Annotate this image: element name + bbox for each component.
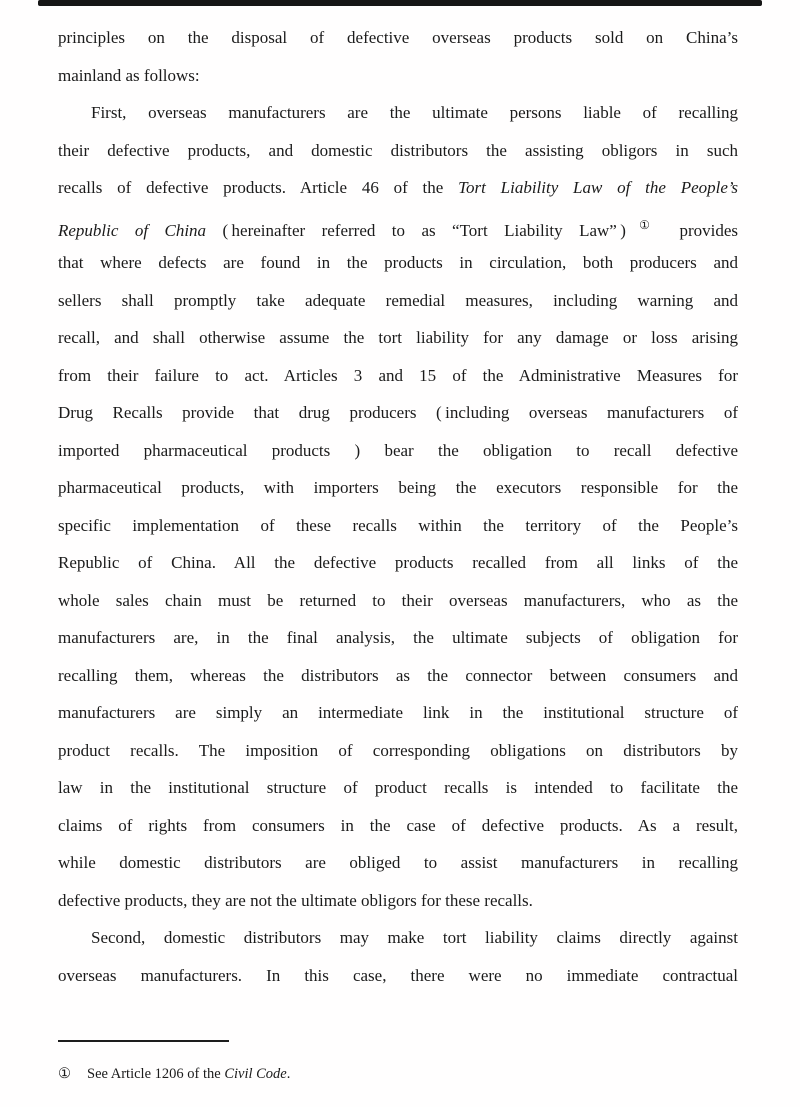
text-segment: specific implementation of these recalls within the territory of the People’s	[58, 515, 738, 535]
text-segment: recalls of defective products. Article 46 of the	[58, 178, 459, 197]
body-line-7	[58, 244, 738, 282]
body-line-12	[58, 432, 738, 470]
body-line-13	[58, 469, 738, 507]
body-line-4	[58, 132, 738, 170]
text-segment: recall, and shall otherwise assume the tort liability for any damage or loss arising	[58, 328, 738, 347]
text-segment: Republic of China. All the defective products recalled from all links of the	[58, 553, 738, 572]
italic-text-segment: Tort Liability Law of the People’s	[458, 178, 738, 197]
text-segment: Second, domestic distributors may make tort liability claims directly against	[91, 928, 738, 947]
text-segment: their defective products, and domestic distributors the assisting obligors in such	[58, 140, 738, 160]
body-line-10	[58, 357, 738, 395]
text-segment: mainland as follows:	[58, 65, 200, 85]
footnote-marker: ①	[58, 1066, 71, 1082]
body-line-21	[58, 769, 738, 807]
body-line-5	[58, 169, 738, 207]
text-segment: imported pharmaceutical products ) bear the obligation to recall defective	[58, 440, 738, 460]
body-line-18	[58, 657, 738, 695]
text-segment: principles on the disposal of defective overseas products sold on China’s	[58, 28, 738, 47]
text-segment: manufacturers are, in the final analysis, the ultimate subjects of obligation for	[58, 628, 738, 647]
body-line-17	[58, 619, 738, 657]
text-segment: ( hereinafter referred to as “Tort Liability Law” )	[206, 220, 626, 240]
body-line-23	[58, 844, 738, 882]
body-line-8	[58, 282, 738, 320]
body-line-16	[58, 582, 738, 620]
text-segment: provides	[663, 220, 738, 240]
text-segment: See Article 1206 of the	[87, 1066, 225, 1082]
body-line-15	[58, 544, 738, 582]
body-line-25	[58, 919, 738, 957]
text-segment: law in the institutional structure of product recalls is intended to facilitate the	[58, 778, 738, 797]
text-segment: manufacturers are simply an intermediate link in the institutional structure of	[58, 703, 738, 722]
scan-top-edge-bar	[38, 0, 762, 6]
body-line-26	[58, 957, 738, 995]
italic-text-segment: Civil Code	[224, 1066, 287, 1082]
body-line-9	[58, 319, 738, 357]
text-segment: while domestic distributors are obliged to assist manufacturers in recalling	[58, 853, 738, 872]
footnote-text	[87, 1066, 290, 1082]
footnote-reference-superscript: ①	[626, 217, 663, 232]
text-segment: recalling them, whereas the distributors as the connector between consumers and	[58, 665, 738, 685]
footnote	[58, 1062, 738, 1086]
body-line-6	[58, 207, 738, 245]
text-segment: First, overseas manufacturers are the ultimate persons liable of recalling	[91, 103, 738, 122]
body-line-20	[58, 732, 738, 770]
body-line-24	[58, 882, 738, 920]
text-segment: overseas manufacturers. In this case, there were no immediate contractual	[58, 965, 738, 985]
text-segment: from their failure to act. Articles 3 and 15 of the Administrative Measures for	[58, 365, 738, 385]
text-segment: pharmaceutical products, with importers being the executors responsible for the	[58, 478, 738, 497]
text-segment: that where defects are found in the products in circulation, both producers and	[58, 253, 738, 272]
italic-text-segment: Republic of China	[58, 220, 207, 240]
body-line-3	[58, 94, 738, 132]
body-line-11	[58, 394, 738, 432]
body-line-22	[58, 807, 738, 845]
text-segment: claims of rights from consumers in the case of defective products. As a result,	[58, 815, 738, 835]
text-segment: product recalls. The imposition of corresponding obligations on distributors by	[58, 740, 738, 760]
body-text	[58, 19, 738, 994]
body-line-2	[58, 57, 738, 95]
text-segment: Drug Recalls provide that drug producers ( including overseas manufacturers of	[58, 403, 738, 422]
body-line-1	[58, 19, 738, 57]
body-line-14	[58, 507, 738, 545]
text-segment: .	[286, 1066, 291, 1082]
text-segment: whole sales chain must be returned to their overseas manufacturers, who as the	[58, 590, 738, 610]
text-segment: sellers shall promptly take adequate remedial measures, including warning and	[58, 290, 738, 310]
body-line-19	[58, 694, 738, 732]
text-segment: defective products, they are not the ultimate obligors for these recalls.	[58, 890, 533, 910]
footnote-separator-rule	[58, 1040, 229, 1042]
